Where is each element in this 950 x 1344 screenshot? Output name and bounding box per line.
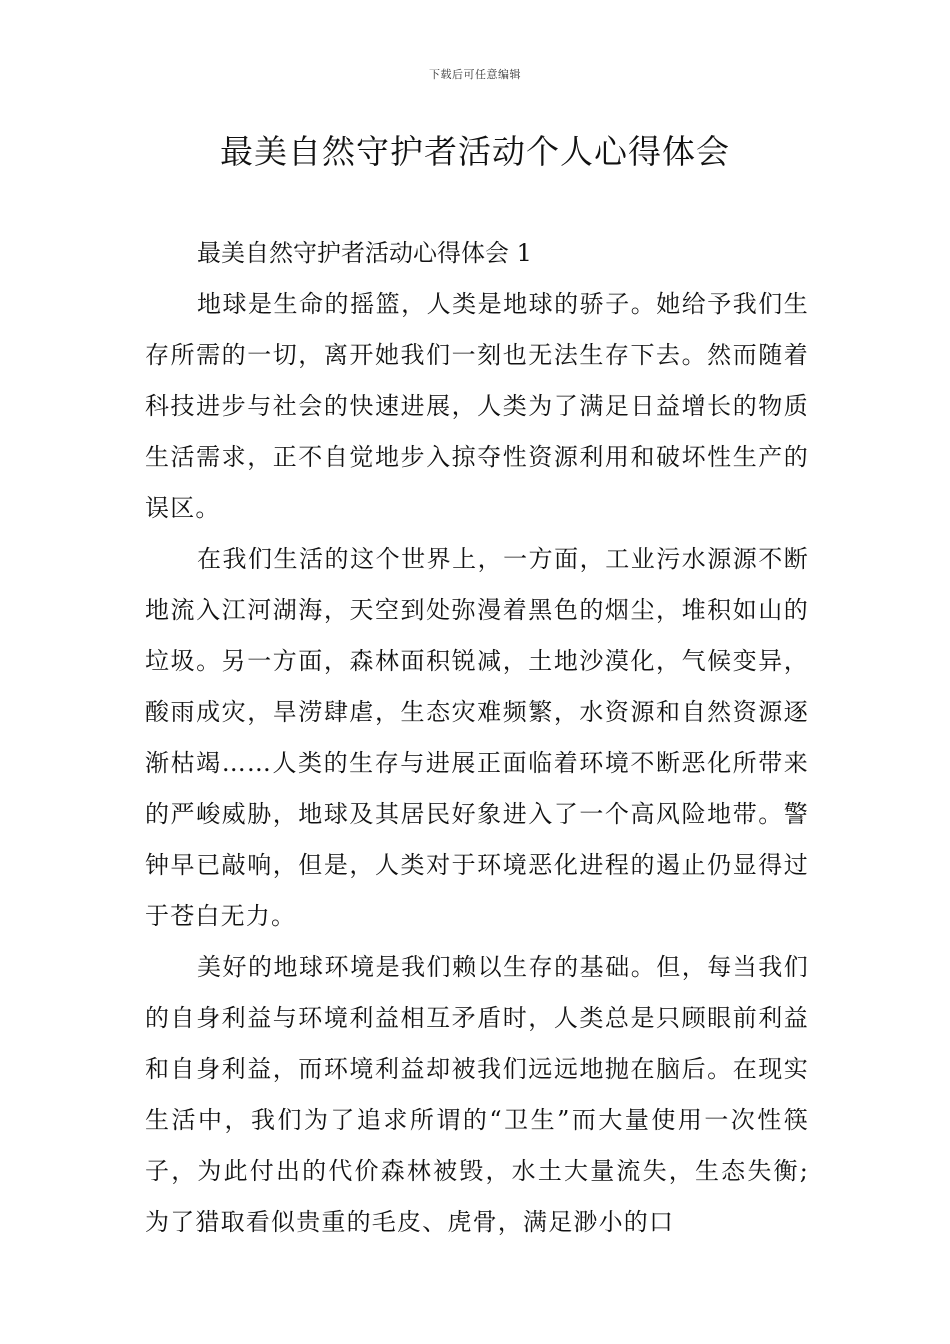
paragraph-1: 地球是生命的摇篮，人类是地球的骄子。她给予我们生存所需的一切，离开她我们一刻也无法生存下去。然而随着科技进步与社会的快速进展，人类为了满足日益增长的物质生活需求，正不自觉地步入掠夺性资源利用和破坏性生产的误区。 <box>145 290 809 522</box>
paragraph-2: 在我们生活的这个世界上，一方面，工业污水源源不断地流入江河湖海，天空到处弥漫着黑色的烟尘，堆积如山的垃圾。另一方面，森林面积锐减，土地沙漠化，气候变异，酸雨成灾，旱涝肆虐，生态灾难频繁，水资源和自然资源逐渐枯竭……人类的生存与进展正面临着环境不断恶化所带来的严峻威胁，地球及其居民好象进入了一个高风险地带。警钟早已敲响，但是，人类对于环境恶化进程的遏止仍显得过于苍白无力。 <box>145 545 809 930</box>
document-body <box>145 228 809 1248</box>
header-note: 下载后可任意编辑 <box>429 68 521 81</box>
section-subheading: 最美自然守护者活动心得体会 1 <box>197 239 532 267</box>
document-title: 最美自然守护者活动个人心得体会 <box>220 132 730 171</box>
paragraph-3: 美好的地球环境是我们赖以生存的基础。但，每当我们的自身利益与环境利益相互矛盾时，人类总是只顾眼前利益和自身利益，而环境利益却被我们远远地抛在脑后。在现实生活中，我们为了追求所谓的“卫生”而大量使用一次性筷子，为此付出的代价森林被毁，水土大量流失，生态失衡;为了猎取看似贵重的毛皮、虎骨，满足渺小的口 <box>145 953 809 1236</box>
